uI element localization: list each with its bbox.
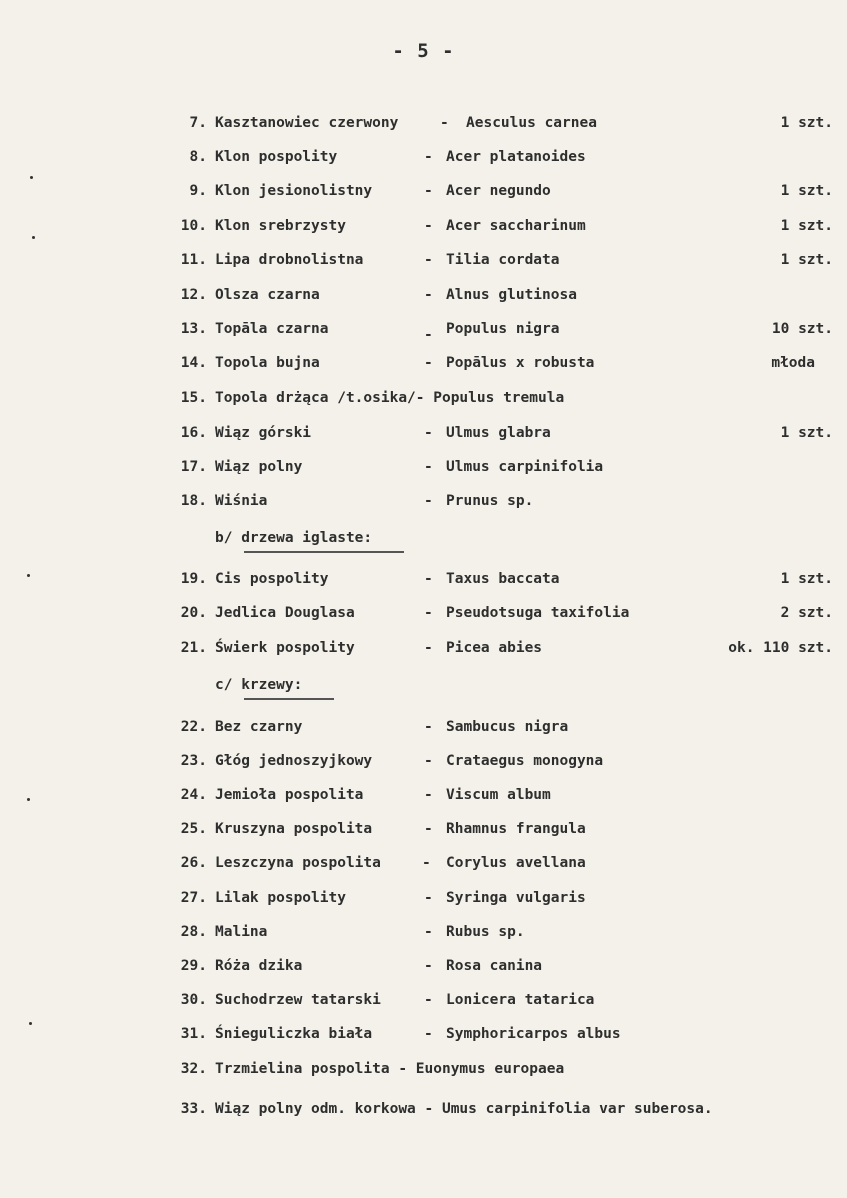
latin-name: Ulmus glabra xyxy=(446,425,551,441)
polish-name: Suchodrzew tatarski xyxy=(215,992,381,1008)
item-number: 14. xyxy=(180,355,207,371)
item-number: 8. xyxy=(189,149,207,165)
heading-underline xyxy=(244,698,334,700)
latin-name: Pseudotsuga taxifolia xyxy=(446,605,630,621)
separator-dash: - xyxy=(424,459,433,475)
list-item xyxy=(0,750,847,772)
quantity: 1 szt. xyxy=(780,115,833,131)
polish-name: Malina xyxy=(215,924,268,940)
list-item xyxy=(0,955,847,977)
polish-name: Leszczyna pospolita xyxy=(215,855,381,871)
latin-name: Symphoricarpos albus xyxy=(446,1026,621,1042)
latin-name: Rosa canina xyxy=(446,958,543,974)
item-number: 29. xyxy=(180,958,207,974)
polish-name: Cis pospolity xyxy=(215,571,329,587)
latin-name: Aesculus carnea xyxy=(466,115,597,131)
latin-name: Acer saccharinum xyxy=(446,218,586,234)
item-number: 17. xyxy=(180,459,207,475)
item-number: 16. xyxy=(180,425,207,441)
polish-name: Topāla czarna xyxy=(215,321,329,337)
separator-dash: - xyxy=(424,493,433,509)
separator-dash: - xyxy=(422,855,431,871)
latin-name: Populus nigra xyxy=(446,321,560,337)
latin-name: Rhamnus frangula xyxy=(446,821,586,837)
margin-speck xyxy=(32,236,35,239)
quantity: 1 szt. xyxy=(780,218,833,234)
polish-name: Kruszyna pospolita xyxy=(215,821,373,837)
list-item xyxy=(0,568,847,590)
heading-underline xyxy=(244,551,404,553)
separator-dash: - xyxy=(424,355,433,371)
separator-dash: - xyxy=(424,821,433,837)
latin-name: Alnus glutinosa xyxy=(446,287,577,303)
list-item xyxy=(0,180,847,202)
full-entry-text: Wiąz polny odm. korkowa - Umus carpinifolia var suberosa. xyxy=(215,1101,713,1117)
polish-name: Klon pospolity xyxy=(215,149,338,165)
quantity: 10 szt. xyxy=(771,321,833,337)
list-item xyxy=(0,249,847,271)
margin-speck xyxy=(27,798,30,801)
latin-name: Popālus x robusta xyxy=(446,355,595,371)
list-item xyxy=(0,387,847,409)
quantity: młoda xyxy=(771,355,815,371)
polish-name: Klon srebrzysty xyxy=(215,218,346,234)
list-item xyxy=(0,456,847,478)
item-number: 23. xyxy=(180,753,207,769)
list-item xyxy=(0,146,847,168)
separator-dash: - xyxy=(424,787,433,803)
polish-name: Śnieguliczka biała xyxy=(215,1026,373,1042)
separator-dash: - xyxy=(424,571,433,587)
latin-name: Acer platanoides xyxy=(446,149,586,165)
item-number: 9. xyxy=(189,183,207,199)
item-number: 15. xyxy=(180,390,207,406)
full-entry-text: Topola drżąca /t.osika/- Populus tremula xyxy=(215,390,565,406)
item-number: 31. xyxy=(180,1026,207,1042)
item-number: 27. xyxy=(180,890,207,906)
item-number: 33. xyxy=(180,1101,207,1117)
quantity: 1 szt. xyxy=(780,571,833,587)
polish-name: Lipa drobnolistna xyxy=(215,252,364,268)
polish-name: Wiąz górski xyxy=(215,425,312,441)
latin-name: Lonicera tatarica xyxy=(446,992,595,1008)
latin-name: Syringa vulgaris xyxy=(446,890,586,906)
quantity: 1 szt. xyxy=(780,252,833,268)
separator-dash: - xyxy=(424,287,433,303)
quantity: 2 szt. xyxy=(780,605,833,621)
separator-dash: - xyxy=(424,183,433,199)
margin-speck xyxy=(27,574,30,577)
list-item xyxy=(0,1098,847,1120)
polish-name: Jedlica Douglasa xyxy=(215,605,355,621)
list-item xyxy=(0,422,847,444)
margin-speck xyxy=(29,1022,32,1025)
quantity: 1 szt. xyxy=(780,425,833,441)
item-number: 26. xyxy=(180,855,207,871)
separator-dash: - xyxy=(424,252,433,268)
full-entry-text: Trzmielina pospolita - Euonymus europaea xyxy=(215,1061,565,1077)
item-number: 32. xyxy=(180,1061,207,1077)
separator-dash: - xyxy=(424,890,433,906)
polish-name: Świerk pospolity xyxy=(215,640,355,656)
polish-name: Kasztanowiec czerwony xyxy=(215,115,399,131)
latin-name: Picea abies xyxy=(446,640,543,656)
separator-dash: - xyxy=(424,753,433,769)
separator-dash: - xyxy=(424,218,433,234)
polish-name: Lilak pospolity xyxy=(215,890,346,906)
page-number: - 5 - xyxy=(392,40,455,62)
list-item xyxy=(0,887,847,909)
item-number: 7. xyxy=(189,115,207,131)
section-heading-shrubs: c/ krzewy: xyxy=(215,677,303,693)
list-item xyxy=(0,716,847,738)
section-heading-conifers: b/ drzewa iglaste: xyxy=(215,530,373,546)
polish-name: Klon jesionolistny xyxy=(215,183,373,199)
separator-dash: - xyxy=(424,425,433,441)
polish-name: Bez czarny xyxy=(215,719,303,735)
item-number: 25. xyxy=(180,821,207,837)
quantity: 1 szt. xyxy=(780,183,833,199)
separator-dash: - xyxy=(424,149,433,165)
separator-dash: - xyxy=(424,924,433,940)
item-number: 20. xyxy=(180,605,207,621)
list-item xyxy=(0,215,847,237)
polish-name: Jemioła pospolita xyxy=(215,787,364,803)
list-item xyxy=(0,852,847,874)
latin-name: Taxus baccata xyxy=(446,571,560,587)
polish-name: Topola bujna xyxy=(215,355,320,371)
polish-name: Głóg jednoszyjkowy xyxy=(215,753,373,769)
item-number: 28. xyxy=(180,924,207,940)
latin-name: Tilia cordata xyxy=(446,252,560,268)
separator-dash: - xyxy=(424,1026,433,1042)
item-number: 18. xyxy=(180,493,207,509)
separator-dash: - xyxy=(424,992,433,1008)
list-item xyxy=(0,490,847,512)
list-item xyxy=(0,818,847,840)
item-number: 19. xyxy=(180,571,207,587)
list-item xyxy=(0,921,847,943)
separator-dash: - xyxy=(424,719,433,735)
list-item xyxy=(0,602,847,624)
separator-dash: - xyxy=(424,605,433,621)
latin-name: Corylus avellana xyxy=(446,855,586,871)
list-item xyxy=(0,637,847,659)
latin-name: Ulmus carpinifolia xyxy=(446,459,604,475)
list-item xyxy=(0,318,847,343)
polish-name: Róża dzika xyxy=(215,958,303,974)
separator-dash: - xyxy=(424,640,433,656)
item-number: 13. xyxy=(180,321,207,337)
item-number: 24. xyxy=(180,787,207,803)
latin-name: Crataegus monogyna xyxy=(446,753,604,769)
list-item xyxy=(0,784,847,806)
latin-name: Sambucus nigra xyxy=(446,719,569,735)
item-number: 21. xyxy=(180,640,207,656)
list-item xyxy=(0,284,847,306)
item-number: 30. xyxy=(180,992,207,1008)
margin-speck xyxy=(30,176,33,179)
quantity: ok. 110 szt. xyxy=(728,640,833,656)
separator-dash: - xyxy=(424,958,433,974)
separator-dash: - xyxy=(424,327,433,343)
list-item xyxy=(0,352,847,374)
polish-name: Wiąz polny xyxy=(215,459,303,475)
latin-name: Acer negundo xyxy=(446,183,551,199)
separator-dash: - xyxy=(440,115,449,131)
item-number: 12. xyxy=(180,287,207,303)
list-item xyxy=(0,1058,847,1080)
latin-name: Prunus sp. xyxy=(446,493,534,509)
polish-name: Olsza czarna xyxy=(215,287,320,303)
list-item xyxy=(0,989,847,1011)
item-number: 11. xyxy=(180,252,207,268)
polish-name: Wiśnia xyxy=(215,493,268,509)
item-number: 10. xyxy=(180,218,207,234)
latin-name: Viscum album xyxy=(446,787,551,803)
list-item xyxy=(0,112,847,134)
latin-name: Rubus sp. xyxy=(446,924,525,940)
item-number: 22. xyxy=(180,719,207,735)
list-item xyxy=(0,1023,847,1045)
